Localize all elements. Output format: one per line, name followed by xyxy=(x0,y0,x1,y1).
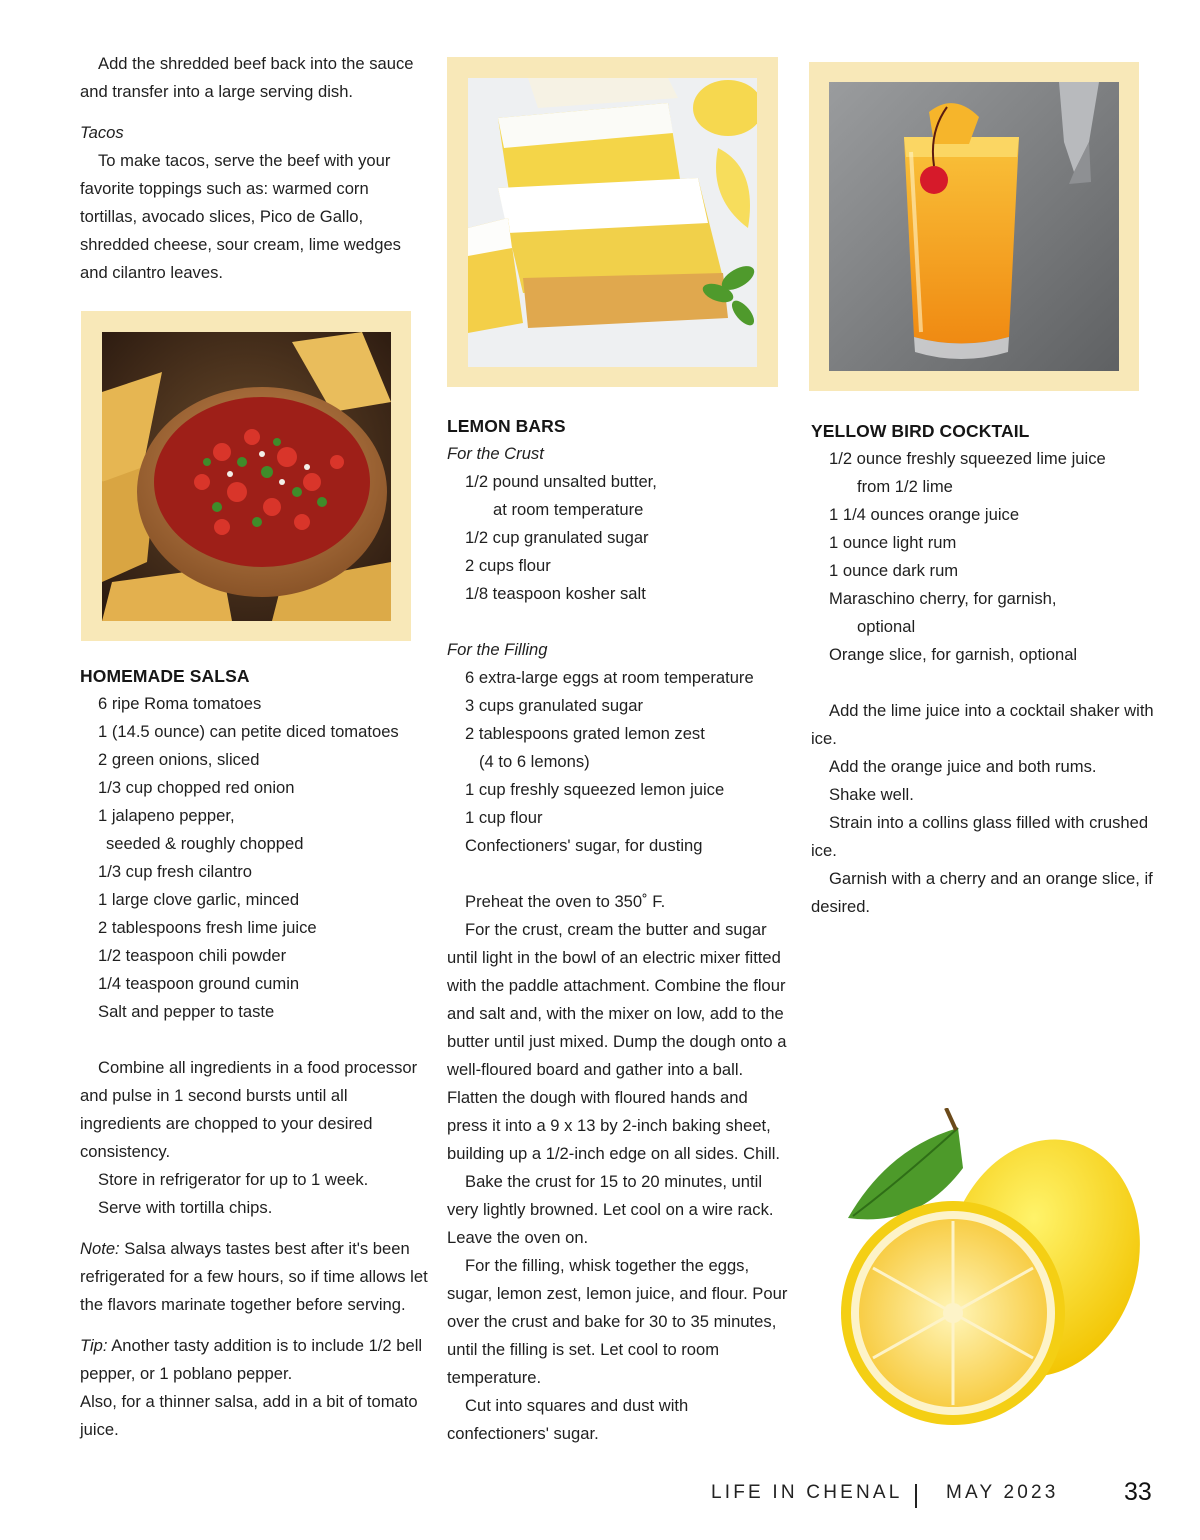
tacos-text: To make tacos, serve the beef with your favorite toppings such as: warmed corn tortillas, avocado slices, Pico de Gallo, shredded cheese, sour cream, lime wedges and cilantro leaves. xyxy=(80,151,401,282)
lemon-step: For the crust, cream the butter and sugar until light in the bowl of an electric mixer fitted with the paddle attachment. Combine the flour and salt and, with the mixer on low, add to the butter until just mixed. Dump the dough onto a well-floured board and gather into a ball. Flatten the dough with floured hands and press it into a 9 x 13 by 2-inch baking sheet, building up a 1/2-inch edge on all sides. Chill. xyxy=(447,920,787,1163)
crust-ingredient: at room temperature xyxy=(493,500,644,519)
salsa-ingredient: 6 ripe Roma tomatoes xyxy=(98,694,262,713)
lemon-bars-title: LEMON BARS xyxy=(447,416,566,436)
cocktail-ingredient: from 1/2 lime xyxy=(857,477,953,496)
cocktail-step: Strain into a collins glass filled with crushed ice. xyxy=(811,813,1149,860)
salsa-ingredient: 1/3 cup fresh cilantro xyxy=(98,862,253,881)
salsa-ingredient: 1/2 teaspoon chili powder xyxy=(98,946,287,965)
column-salsa xyxy=(80,50,428,287)
tip-text: Another tasty addition is to include 1/2 bell pepper, or 1 poblano pepper. xyxy=(80,1336,423,1383)
footer-divider xyxy=(915,1484,917,1508)
crust-ingredient: 1/2 pound unsalted butter, xyxy=(465,472,657,491)
salsa-tip-extra: Also, for a thinner salsa, add in a bit of tomato juice. xyxy=(80,1392,418,1439)
cocktail-ingredient: optional xyxy=(857,617,916,636)
tip-label: Tip: xyxy=(80,1336,108,1355)
salsa-ingredient: seeded & roughly chopped xyxy=(106,834,304,853)
salsa-step: Serve with tortilla chips. xyxy=(98,1198,273,1217)
cocktail-step: Add the lime juice into a cocktail shaker with ice. xyxy=(811,701,1154,748)
salsa-ingredient: Salt and pepper to taste xyxy=(98,1002,275,1021)
crust-ingredient: 1/8 teaspoon kosher salt xyxy=(465,584,646,603)
lemon-step: Bake the crust for 15 to 20 minutes, until very lightly browned. Let cool on a wire rack. Leave the oven on. xyxy=(447,1172,774,1247)
cocktail-step: Add the orange juice and both rums. xyxy=(829,757,1097,776)
salsa-ingredient: 1 jalapeno pepper, xyxy=(98,806,235,825)
column-lemon-bars xyxy=(447,412,792,1448)
filling-ingredient: 1 cup freshly squeezed lemon juice xyxy=(465,780,725,799)
tacos-heading: Tacos xyxy=(80,123,124,142)
cocktail-ingredient: 1/2 ounce freshly squeezed lime juice xyxy=(829,449,1106,468)
salsa-title: HOMEMADE SALSA xyxy=(80,666,250,686)
filling-ingredient: 1 cup flour xyxy=(465,808,543,827)
salsa-step: Combine all ingredients in a food processor and pulse in 1 second bursts until all ingredients are chopped to your desired consistency. xyxy=(80,1058,418,1161)
beef-intro-text: Add the shredded beef back into the sauce and transfer into a large serving dish. xyxy=(80,54,414,101)
cocktail-ingredient: 1 1/4 ounces orange juice xyxy=(829,505,1020,524)
filling-ingredient: 2 tablespoons grated lemon zest xyxy=(465,724,705,743)
lemon-step: For the filling, whisk together the eggs, sugar, lemon zest, lemon juice, and flour. Pour over the crust and bake for 30 to 35 minutes, until the filling is set. Let cool to room temperature. xyxy=(447,1256,788,1387)
cocktail-title: YELLOW BIRD COCKTAIL xyxy=(811,421,1030,441)
salsa-ingredient: 1/4 teaspoon ground cumin xyxy=(98,974,300,993)
salsa-note xyxy=(80,1235,428,1319)
salsa-recipe xyxy=(80,662,428,1444)
footer-publication: LIFE IN CHENAL xyxy=(711,1482,903,1503)
crust-ingredient: 2 cups flour xyxy=(465,556,551,575)
crust-heading: For the Crust xyxy=(447,444,544,463)
salsa-tip xyxy=(80,1332,428,1388)
salsa-ingredient: 1/3 cup chopped red onion xyxy=(98,778,295,797)
column-cocktail xyxy=(811,417,1156,921)
note-text: Salsa always tastes best after it's been refrigerated for a few hours, so if time allows let the flavors marinate together before serving. xyxy=(80,1239,428,1314)
cocktail-ingredient: Orange slice, for garnish, optional xyxy=(829,645,1078,664)
cocktail-ingredient: Maraschino cherry, for garnish, xyxy=(829,589,1057,608)
filling-ingredient: (4 to 6 lemons) xyxy=(479,752,590,771)
cocktail-step: Shake well. xyxy=(829,785,914,804)
filling-ingredient: 6 extra-large eggs at room temperature xyxy=(465,668,754,687)
salsa-ingredient: 1 (14.5 ounce) can petite diced tomatoes xyxy=(98,722,399,741)
salsa-ingredient: 2 green onions, sliced xyxy=(98,750,260,769)
lemons-illustration xyxy=(828,1108,1140,1426)
crust-ingredient: 1/2 cup granulated sugar xyxy=(465,528,649,547)
lemon-bars-photo xyxy=(468,78,757,367)
filling-heading: For the Filling xyxy=(447,640,548,659)
salsa-step: Store in refrigerator for up to 1 week. xyxy=(98,1170,369,1189)
cocktail-photo xyxy=(829,82,1119,371)
filling-ingredient: Confectioners' sugar, for dusting xyxy=(465,836,703,855)
filling-ingredient: 3 cups granulated sugar xyxy=(465,696,644,715)
cocktail-ingredient: 1 ounce dark rum xyxy=(829,561,959,580)
salsa-photo xyxy=(102,332,391,621)
lemon-step: Cut into squares and dust with confectioners' sugar. xyxy=(447,1396,689,1443)
lemon-step: Preheat the oven to 350˚ F. xyxy=(465,892,666,911)
footer-issue: MAY 2023 xyxy=(946,1482,1059,1503)
note-label: Note: xyxy=(80,1239,120,1258)
page-number: 33 xyxy=(1124,1478,1152,1506)
salsa-ingredient: 1 large clove garlic, minced xyxy=(98,890,300,909)
cocktail-ingredient: 1 ounce light rum xyxy=(829,533,957,552)
cocktail-step: Garnish with a cherry and an orange slice, if desired. xyxy=(811,869,1153,916)
salsa-ingredient: 2 tablespoons fresh lime juice xyxy=(98,918,317,937)
